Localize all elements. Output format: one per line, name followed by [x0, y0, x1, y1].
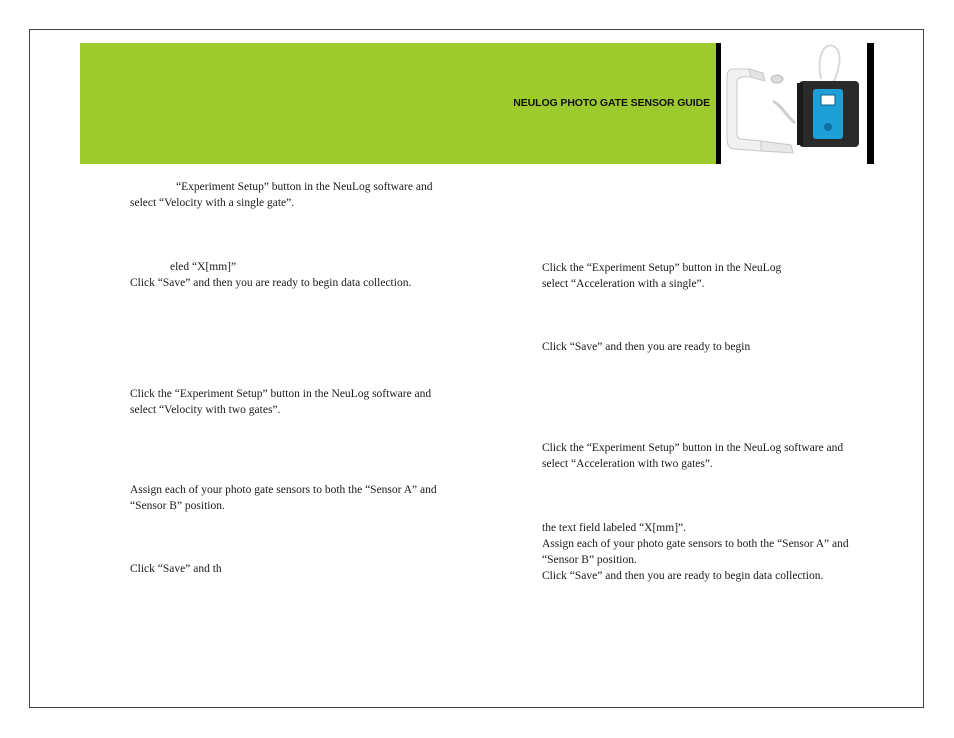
left-step4-line2: “Sensor B” position. [130, 500, 225, 512]
left-step2-line2: Click “Save” and then you are ready to begin data collection. [130, 277, 412, 289]
product-image [721, 43, 867, 164]
right-step1-line2: select “Acceleration with a single”. [542, 278, 705, 290]
left-step5-line1: Click “Save” and th [130, 563, 222, 575]
right-step3-line1: Click the “Experiment Setup” button in the NeuLog software and [542, 442, 844, 454]
left-step4-line1: Assign each of your photo gate sensors to both the “Sensor A” and [130, 484, 437, 496]
right-step3-line2: select “Acceleration with two gates”. [542, 458, 713, 470]
guide-title: NEULOG PHOTO GATE SENSOR GUIDE [513, 97, 710, 109]
right-step2-line1: Click “Save” and then you are ready to begin [542, 341, 751, 353]
left-step1-line2: select “Velocity with a single gate”. [130, 197, 295, 209]
left-step2-line1: eled “X[mm]” [170, 261, 237, 273]
right-step4-line2: Assign each of your photo gate sensors to both the “Sensor A” and [542, 538, 849, 550]
header-banner [80, 43, 716, 164]
right-step1-line1: Click the “Experiment Setup” button in the NeuLog [542, 262, 782, 274]
right-step4-line3: “Sensor B” position. [542, 554, 637, 566]
right-step4-line4: Click “Save” and then you are ready to begin data collection. [542, 570, 824, 582]
banner-right-edge [867, 43, 874, 164]
left-step3-line1: Click the “Experiment Setup” button in the NeuLog software and [130, 388, 432, 400]
left-step3-line2: select “Velocity with two gates”. [130, 404, 281, 416]
photo-gate-sensor-photo-icon [721, 43, 867, 164]
right-step4-line1: the text field labeled “X[mm]”. [542, 522, 687, 534]
left-step1-line1: “Experiment Setup” button in the NeuLog software and [176, 181, 433, 193]
